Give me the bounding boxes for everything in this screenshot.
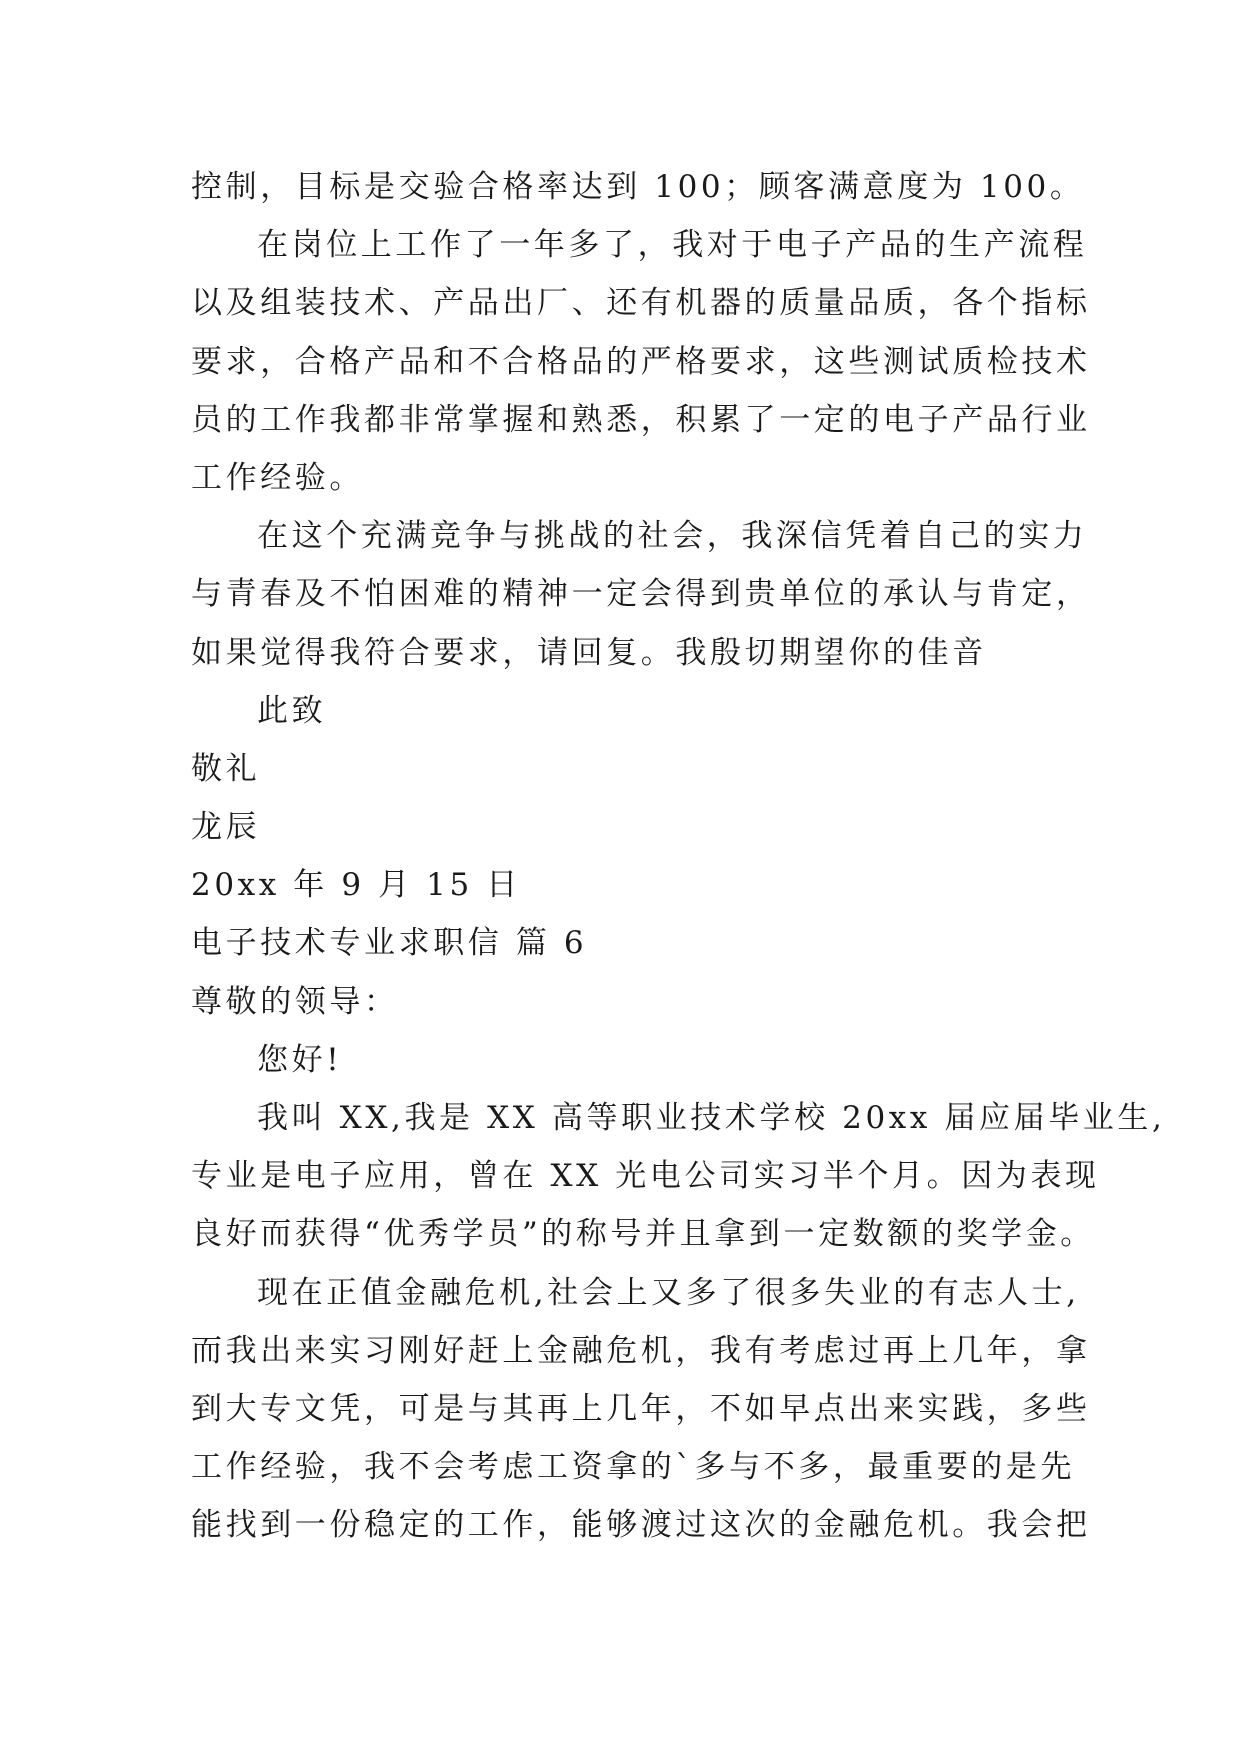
salutation-regards: 敬礼 [191, 750, 261, 787]
text-line: 良好而获得“优秀学员”的称号并且拿到一定数额的奖学金。 [191, 1216, 1095, 1253]
letter-hello: 您好! [257, 1041, 343, 1078]
salutation-closing: 此致 [257, 692, 327, 729]
text-line: 与青春及不怕困难的精神一定会得到贵单位的承认与肯定， [191, 576, 1091, 613]
letter-greeting: 尊敬的领导： [191, 983, 399, 1020]
text-line: 在这个充满竞争与挑战的社会，我深信凭着自己的实力 [257, 518, 1088, 555]
text-line: 专业是电子应用，曾在 XX 光电公司实习半个月。因为表现 [191, 1158, 1100, 1195]
text-line: 工作经验。 [191, 459, 364, 496]
text-line: 如果觉得我符合要求，请回复。我殷切期望你的佳音 [191, 634, 987, 671]
text-line: 到大专文凭，可是与其再上几年，不如早点出来实践，多些 [191, 1390, 1091, 1427]
text-line: 控制，目标是交验合格率达到 100；顾客满意度为 100。 [191, 169, 1085, 205]
text-line: 要求，合格产品和不合格品的严格要求，这些测试质检技术 [191, 343, 1091, 380]
text-line: 我叫 XX,我是 XX 高等职业技术学校 20xx 届应届毕业生, [257, 1100, 1166, 1136]
section-heading: 电子技术专业求职信 篇 6 [191, 925, 588, 962]
document-page [191, 158, 1166, 1555]
text-line: 在岗位上工作了一年多了，我对于电子产品的生产流程 [257, 227, 1088, 264]
signature-name: 龙辰 [191, 809, 261, 846]
text-line: 能找到一份稳定的工作，能够渡过这次的金融危机。我会把 [191, 1507, 1091, 1544]
text-line: 工作经验，我不会考虑工资拿的`多与不多，最重要的是先 [191, 1449, 1076, 1486]
text-line: 以及组装技术、产品出厂、还有机器的质量品质，各个指标 [191, 285, 1091, 322]
text-line: 员的工作我都非常掌握和熟悉，积累了一定的电子产品行业 [191, 401, 1091, 438]
text-line: 现在正值金融危机,社会上又多了很多失业的有志人士, [257, 1274, 1080, 1311]
text-line: 而我出来实习刚好赶上金融危机，我有考虑过再上几年，拿 [191, 1332, 1091, 1369]
letter-date: 20xx 年 9 月 15 日 [191, 867, 521, 904]
